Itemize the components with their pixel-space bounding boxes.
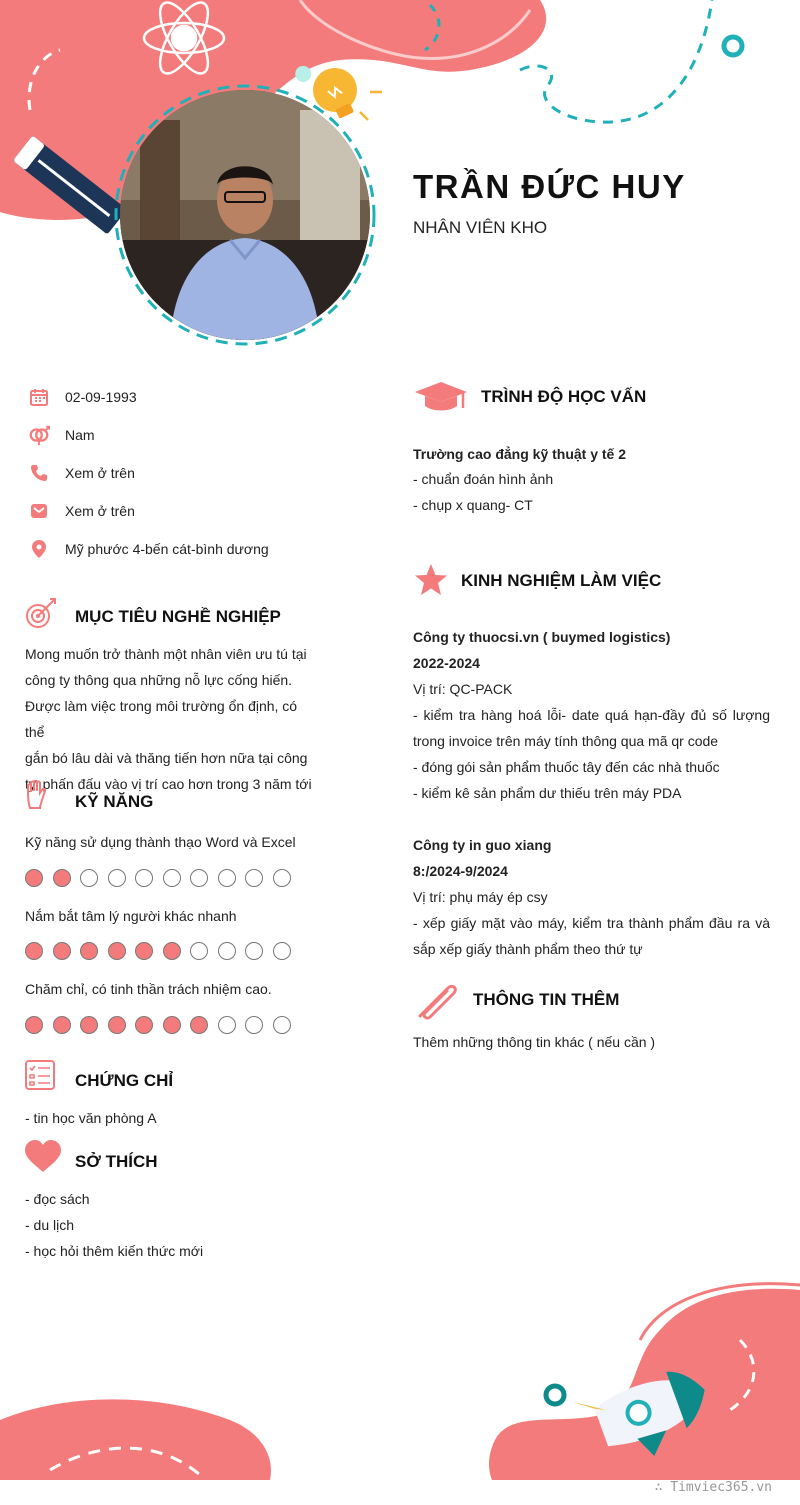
target-icon	[24, 596, 58, 635]
info-address	[28, 536, 269, 562]
bottom-left-blob	[0, 1399, 271, 1480]
calendar-icon	[28, 386, 50, 408]
hobby-item: - du lịch	[25, 1217, 75, 1233]
rating-dot-filled	[190, 1016, 208, 1034]
email-text[interactable]: Xem ở trên	[65, 503, 135, 519]
star-icon	[414, 563, 448, 602]
hobbies-list	[25, 1186, 203, 1264]
rating-dot-filled	[108, 1016, 126, 1034]
skill-name: Chăm chỉ, có tinh thần trách nhiệm cao.	[25, 981, 272, 997]
birthday-text: 02-09-1993	[65, 389, 137, 405]
rating-dot-empty	[218, 942, 236, 960]
rating-dot-filled	[135, 1016, 153, 1034]
job-duty: - kiểm tra hàng hoá lỗi- date quá hạn-đầy đủ số lượng trong invoice trên máy tính thông qua mã qr code	[413, 707, 770, 749]
skill-name: Nắm bắt tâm lý người khác nhanh	[25, 908, 237, 924]
rating-dot-empty	[108, 869, 126, 887]
certificate-item: - tin học văn phòng A	[25, 1110, 157, 1126]
rating-dot-filled	[108, 942, 126, 960]
gender-icon	[28, 424, 50, 446]
rating-dot-filled	[53, 1016, 71, 1034]
avatar	[120, 90, 370, 340]
rating-dot-filled	[80, 1016, 98, 1034]
education-title: TRÌNH ĐỘ HỌC VẤN	[481, 387, 647, 406]
gender-text: Nam	[65, 427, 95, 443]
dots-icon: ∴	[654, 1480, 671, 1495]
objective-title: MỤC TIÊU NGHỀ NGHIỆP	[75, 607, 281, 626]
job-period: 8:/2024-9/2024	[413, 863, 508, 879]
profile-photo-frame	[112, 82, 378, 348]
job-entry	[413, 832, 770, 962]
candidate-name: TRẦN ĐỨC HUY	[413, 168, 686, 205]
job-duty: - kiểm kê sản phẩm dư thiếu trên máy PDA	[413, 785, 682, 801]
heart-icon	[24, 1140, 62, 1179]
rating-dot-empty	[273, 942, 291, 960]
skill-rating	[25, 869, 300, 887]
rating-dot-empty	[245, 869, 263, 887]
skill-rating	[25, 942, 300, 960]
paperclip-icon	[414, 980, 460, 1025]
objective-line: gắn bó lâu dài và thăng tiến hơn nữa tại công	[25, 750, 308, 766]
checklist-icon	[24, 1059, 56, 1096]
rating-dot-filled	[163, 942, 181, 960]
rating-dot-empty	[273, 1016, 291, 1034]
job-period: 2022-2024	[413, 655, 480, 671]
info-birthday	[28, 384, 137, 410]
info-phone	[28, 460, 135, 486]
hobby-item: - đọc sách	[25, 1191, 90, 1207]
company-name: Công ty thuocsi.vn ( buymed logistics)	[413, 629, 671, 645]
objective-line: Mong muốn trở thành một nhân viên ưu tú tại	[25, 646, 307, 662]
rating-dot-filled	[163, 1016, 181, 1034]
education-details	[413, 466, 770, 518]
address-text: Mỹ phước 4-bến cát-bình dương	[65, 541, 269, 557]
skills-title: KỸ NĂNG	[75, 792, 154, 811]
rating-dot-empty	[163, 869, 181, 887]
job-entry	[413, 624, 770, 806]
rating-dot-empty	[245, 942, 263, 960]
job-duty: - xếp giấy mặt vào máy, kiểm tra thành phẩm đầu ra và sắp xếp giấy thành phẩm theo thứ tự	[413, 915, 770, 957]
skill-name: Kỹ năng sử dụng thành thạo Word và Excel	[25, 834, 296, 850]
info-email	[28, 498, 135, 524]
teal-dashed-curve	[520, 0, 712, 122]
school-name: Trường cao đẳng kỹ thuật y tế 2	[413, 446, 627, 462]
education-line: - chụp x quang- CT	[413, 497, 533, 513]
phone-icon	[28, 462, 50, 484]
rating-dot-empty	[190, 869, 208, 887]
rating-dot-filled	[25, 869, 43, 887]
rating-dot-empty	[80, 869, 98, 887]
watermark-text: Timviec365.vn	[670, 1480, 772, 1495]
rating-dot-empty	[218, 1016, 236, 1034]
rating-dot-empty	[273, 869, 291, 887]
rating-dot-filled	[80, 942, 98, 960]
watermark	[655, 1480, 772, 1495]
teal-ring-bottom	[546, 1386, 564, 1404]
rating-dot-filled	[53, 942, 71, 960]
rating-dot-empty	[218, 869, 236, 887]
hobbies-title: SỞ THÍCH	[75, 1152, 158, 1171]
job-duty: - đóng gói sản phẩm thuốc tây đến các nhà thuốc	[413, 759, 720, 775]
rating-dot-filled	[53, 869, 71, 887]
phone-text[interactable]: Xem ở trên	[65, 465, 135, 481]
location-pin-icon	[28, 538, 50, 560]
rating-dot-empty	[135, 869, 153, 887]
email-icon	[28, 500, 50, 522]
objective-line: ty, phấn đấu vào vị trí cao hơn trong 3 năm tới	[25, 776, 312, 792]
company-name: Công ty in guo xiang	[413, 837, 552, 853]
rating-dot-filled	[135, 942, 153, 960]
extra-title: THÔNG TIN THÊM	[473, 990, 620, 1009]
hobby-item: - học hỏi thêm kiến thức mới	[25, 1243, 204, 1259]
job-title: NHÂN VIÊN KHO	[413, 218, 548, 237]
objective-line: công ty thông qua những nỗ lực cống hiến.	[25, 672, 293, 688]
certificates-title: CHỨNG CHỈ	[75, 1071, 174, 1090]
info-gender	[28, 422, 95, 448]
experience-title: KINH NGHIỆM LÀM VIỆC	[461, 571, 662, 590]
rating-dot-empty	[190, 942, 208, 960]
job-position: Vị trí: phụ máy ép csy	[413, 889, 548, 905]
graduation-cap-icon	[413, 380, 469, 421]
skill-rating	[25, 1016, 300, 1034]
extra-text: Thêm những thông tin khác ( nếu cần )	[413, 1034, 656, 1050]
teal-ring	[724, 37, 742, 55]
rating-dot-filled	[25, 942, 43, 960]
rating-dot-filled	[25, 1016, 43, 1034]
rating-dot-empty	[245, 1016, 263, 1034]
job-position: Vị trí: QC-PACK	[413, 681, 513, 697]
education-line: - chuẩn đoán hình ảnh	[413, 471, 554, 487]
objective-text	[25, 641, 320, 797]
objective-line: Được làm việc trong môi trường ổn định, có thể	[25, 698, 298, 740]
hand-icon	[25, 780, 49, 815]
